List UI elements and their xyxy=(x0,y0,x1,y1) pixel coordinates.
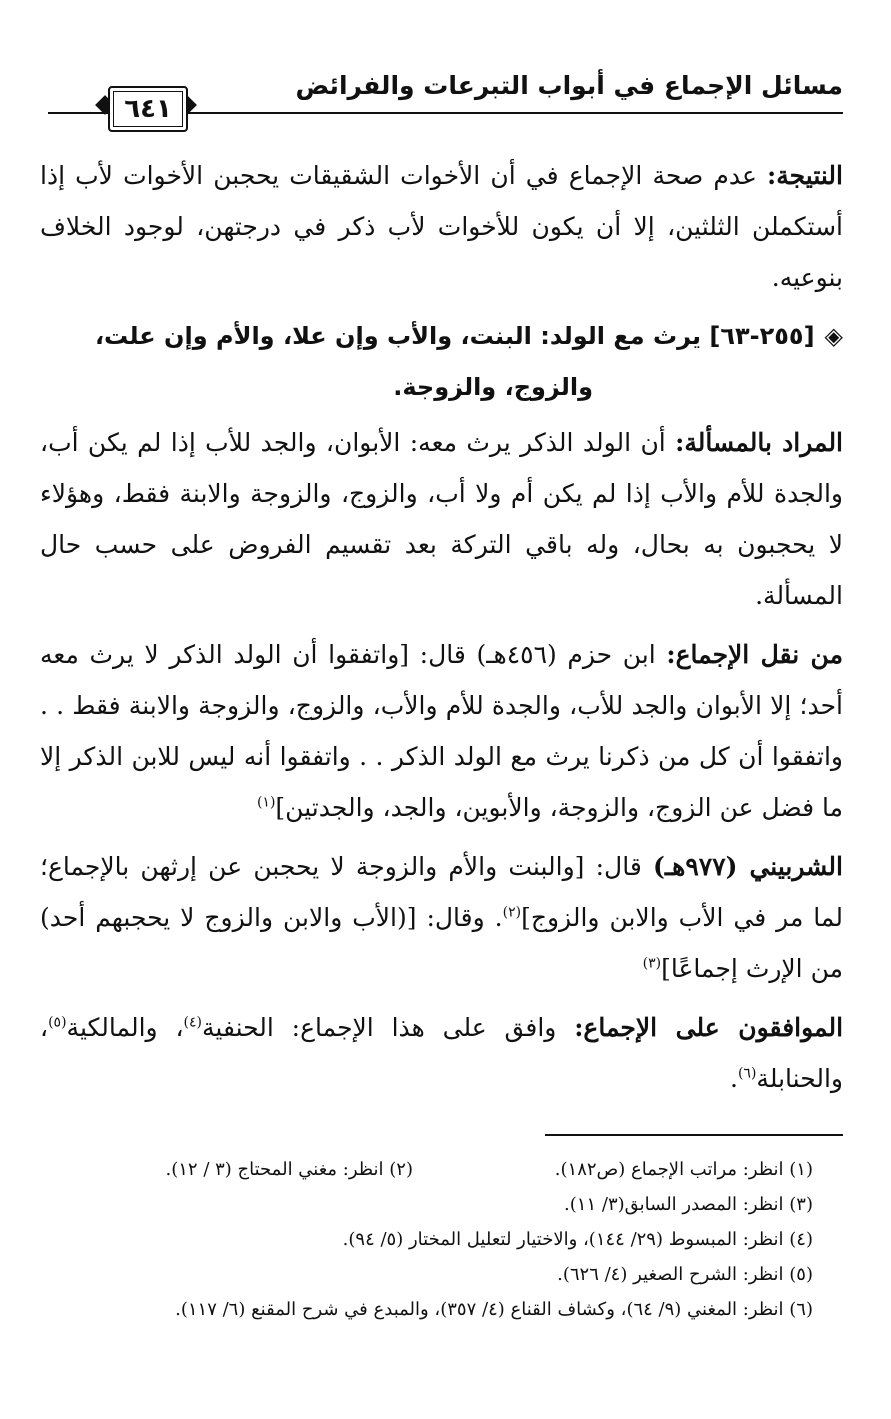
footnote-row xyxy=(40,1152,813,1187)
paragraph-result xyxy=(40,150,843,303)
footnote-ref-2[interactable]: (٢) xyxy=(502,904,522,921)
label-meaning: المراد بالمسألة: xyxy=(675,428,844,457)
footnote-ref-5[interactable]: (٥) xyxy=(48,1014,67,1031)
label-consensus-transmitters: من نقل الإجماع: xyxy=(666,640,843,669)
issue-heading xyxy=(40,311,843,413)
footnote-row xyxy=(40,1257,813,1292)
text-shirbini-b: . وقال: [(الأب والابن والزوج لا يحجبهم أحد) من الإرث إجماعًا] xyxy=(40,903,843,983)
footnote-1: (١) انظر: مراتب الإجماع (ص١٨٢). xyxy=(554,1159,813,1180)
text-meaning: أن الولد الذكر يرث معه: الأبوان، والجد للأب إذا لم يكن أب، والجدة للأم والأب إذا لم يكن أم ولا أب، والزوج، والزوجة والابنة فقط، وهؤلاء لا يحجبون به بحال، وله باقي التركة بعد تقسيم الفروض على حسب حال المسألة. xyxy=(40,428,843,610)
text-result: عدم صحة الإجماع في أن الأخوات الشقيقات يحجبن الأخوات لأب إذا أستكملن الثلثين، إلا أن يكون للأخوات لأب ذكر في درجتهن، لوجود الخلاف بنوعيه. xyxy=(40,161,843,292)
label-shirbini: الشربيني (٩٧٧هـ) xyxy=(653,852,843,881)
paragraph-agreeing xyxy=(40,1002,843,1104)
text-agreeing-b: ، والمالكية xyxy=(66,1013,184,1042)
footnote-3: (٣) انظر: المصدر السابق(٣/ ١١). xyxy=(564,1194,813,1215)
running-title: مسائل الإجماع في أبواب التبرعات والفرائض xyxy=(295,71,843,100)
footnote-4: (٤) انظر: المبسوط (٢٩/ ١٤٤)، والاختيار لتعليل المختار (٥/ ٩٤). xyxy=(342,1229,813,1250)
footnote-ref-4[interactable]: (٤) xyxy=(183,1014,202,1031)
text-agreeing-c: ، والحنابلة xyxy=(40,1013,843,1093)
diamond-icon: ◈ xyxy=(824,322,843,350)
footnotes xyxy=(40,1152,813,1327)
issue-heading-line2: والزوج، والزوجة. xyxy=(393,373,593,401)
footnote-6: (٦) انظر: المغني (٩/ ٦٤)، وكشاف القناع (٤/ ٣٥٧)، والمبدع في شرح المقنع (٦/ ١١٧). xyxy=(175,1299,813,1320)
footnote-row xyxy=(40,1187,813,1222)
footnote-ref-1[interactable]: (١) xyxy=(256,794,276,811)
text-agreeing-d: . xyxy=(730,1064,738,1093)
footnote-ref-3[interactable]: (٣) xyxy=(642,955,662,972)
issue-heading-line1: [٢٥٥-٦٣] يرث مع الولد: البنت، والأب وإن علا، والأم وإن علت، xyxy=(94,322,815,350)
footnote-ref-6[interactable]: (٦) xyxy=(737,1065,757,1082)
label-result: النتيجة: xyxy=(767,161,843,190)
footnote-2: (٢) انظر: مغني المحتاج (٣ / ١٢). xyxy=(165,1159,413,1180)
label-agreeing: الموافقون على الإجماع: xyxy=(574,1013,844,1042)
text-shirbini-a: قال: [والبنت والأم والزوجة لا يحجبن عن إرثهن بالإجماع؛ لما مر في الأب والابن والزوج] xyxy=(40,852,843,932)
paragraph-meaning xyxy=(40,417,843,621)
footnote-rule xyxy=(545,1134,843,1136)
text-agreeing-a: وافق على هذا الإجماع: الحنفية xyxy=(202,1013,557,1042)
footnote-row xyxy=(40,1292,813,1327)
main-text xyxy=(40,150,843,1112)
footnote-5: (٥) انظر: الشرح الصغير (٤/ ٦٢٦). xyxy=(557,1264,813,1285)
text-ibn-hazm: ابن حزم (٤٥٦هـ) قال: [واتفقوا أن الولد الذكر لا يرث معه أحد؛ إلا الأبوان والجد للأب، والجدة للأم والأب، والزوج، والزوجة والابنة فقط . . واتفقوا أن كل من ذكرنا يرث مع الولد الذكر . . واتفقوا أنه ليس للابن الذكر إلا ما فضل عن الزوج، والزوجة، والأبوين، والجد، والجدتين] xyxy=(40,640,843,822)
page-number: ٦٤١ xyxy=(108,86,188,132)
paragraph-consensus-transmitters xyxy=(40,629,843,833)
footnote-row xyxy=(40,1222,813,1257)
paragraph-shirbini xyxy=(40,841,843,994)
